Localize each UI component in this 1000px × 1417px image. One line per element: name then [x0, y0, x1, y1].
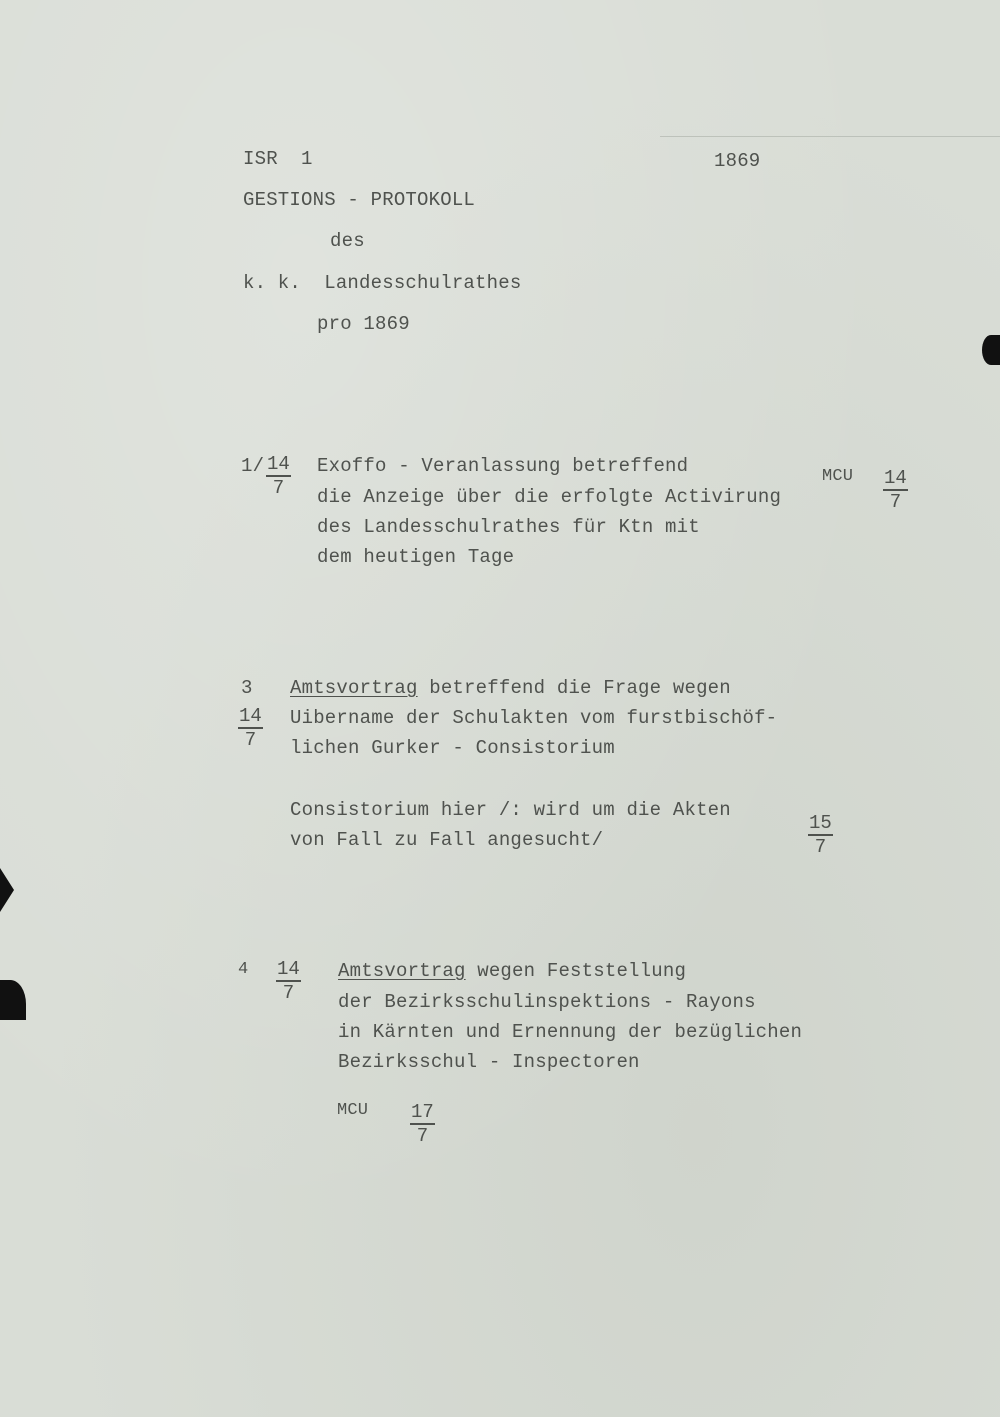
authority-name: k. k. Landesschulrathes: [243, 272, 522, 294]
entry-mark: MCU: [337, 1101, 369, 1120]
entry-line: in Kärnten und Ernennung der bezüglichen: [338, 1021, 803, 1043]
paper-crease: [660, 136, 1000, 137]
paper-damage-left-lower: [0, 980, 26, 1020]
entry-number: 1/: [241, 455, 265, 477]
entry-mark-date: $\frac{17}{7}$: [411, 1101, 434, 1147]
period: pro 1869: [317, 313, 410, 335]
title-des: des: [330, 230, 365, 252]
document-title: GESTIONS - PROTOKOLL: [243, 189, 476, 211]
paper-damage-right: [982, 335, 1000, 365]
entry-line: die Anzeige über die erfolgte Activirung: [317, 486, 782, 508]
entry-keyword: Amtsvortrag: [290, 677, 418, 699]
entry-date: $\frac{14}{7}$: [267, 453, 290, 499]
paper-damage-left: [0, 868, 14, 912]
entry-mark: MCU: [822, 467, 854, 486]
entry-line: des Landesschulrathes für Ktn mit: [317, 516, 700, 538]
document-year: 1869: [714, 150, 761, 172]
entry-date: $\frac{14}{7}$: [277, 958, 300, 1004]
document-reference: ISR 1: [243, 148, 313, 170]
entry-line: dem heutigen Tage: [317, 546, 515, 568]
entry-line: Exoffo - Veranlassung betreffend: [317, 455, 689, 477]
entry-keyword: Amtsvortrag: [338, 960, 466, 982]
entry-line: Uibername der Schulakten vom furstbischöf-: [290, 707, 778, 729]
entry-date: $\frac{14}{7}$: [239, 705, 262, 751]
entry-line: Bezirksschul - Inspectoren: [338, 1051, 640, 1073]
entry-number: 3: [241, 677, 253, 699]
entry-note: Consistorium hier /: wird um die Akten: [290, 799, 731, 821]
entry-mark-date: $\frac{14}{7}$: [884, 467, 907, 513]
entry-line: Amtsvortrag wegen Feststellung: [338, 960, 687, 982]
entry-number: 4: [238, 960, 249, 979]
entry-line: der Bezirksschulinspektions - Rayons: [338, 991, 756, 1013]
entry-note-date: $\frac{15}{7}$: [809, 812, 832, 858]
entry-note: von Fall zu Fall angesucht/: [290, 829, 604, 851]
entry-line: lichen Gurker - Consistorium: [290, 737, 615, 759]
entry-line: Amtsvortrag betreffend die Frage wegen: [290, 677, 731, 699]
